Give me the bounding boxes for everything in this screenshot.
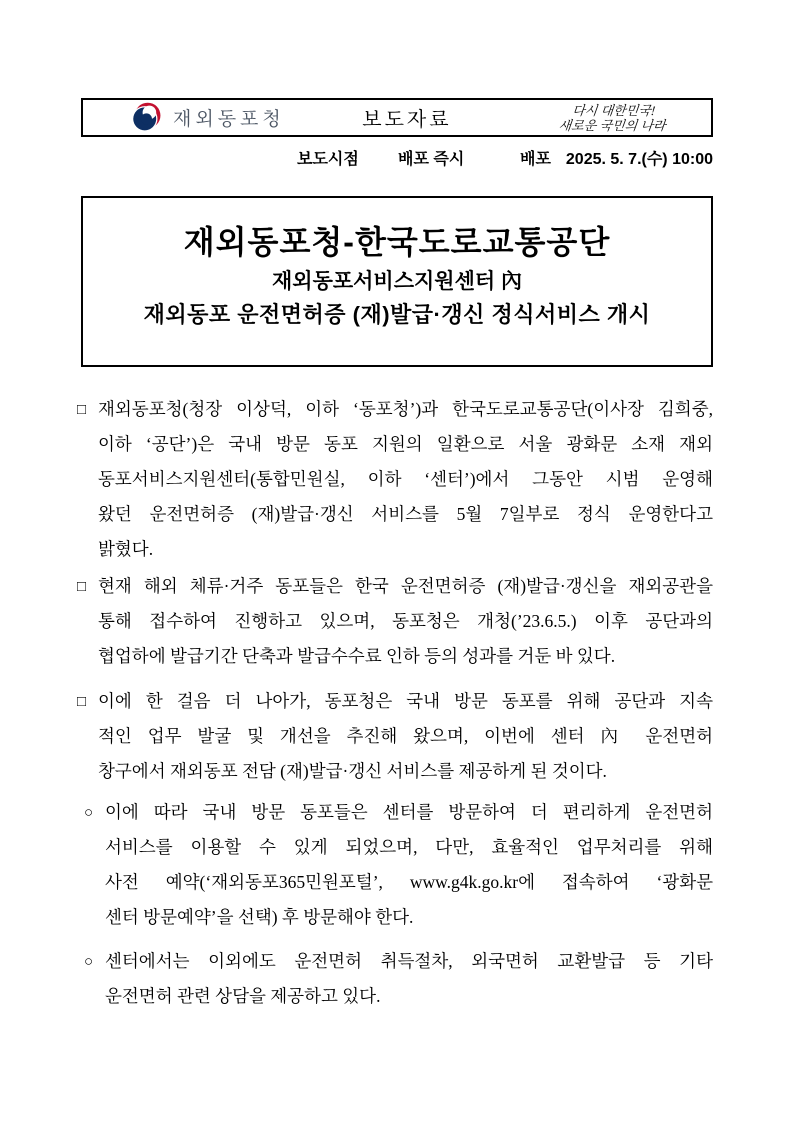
document-type-label: 보도자료 <box>362 109 452 131</box>
korea-government-emblem-icon <box>129 101 163 135</box>
paragraph <box>77 684 713 789</box>
government-slogan <box>527 103 698 133</box>
text-line: 서비스를 이용할 수 있게 되었으며, 다만, 효율적인 업무처리를 위해 <box>105 837 713 857</box>
distribution-datetime: 2025. 5. 7.(수) 10:00 <box>565 151 713 168</box>
square-bullet-icon: □ <box>77 401 87 418</box>
text-line: 창구에서 재외동포 전담 (재)발급·갱신 서비스를 제공하게 된 것이다. <box>98 761 607 781</box>
text-line: 센터에서는 이외에도 운전면허 취득절차, 외국면허 교환발급 등 기타 <box>105 951 713 971</box>
square-bullet-icon: □ <box>77 578 87 595</box>
slogan-line-1: 다시 대한민국! <box>571 102 657 118</box>
paragraph <box>77 795 713 935</box>
text-line: 사전 예약(‘재외동포365민원포털’, www.g4k.go.kr에 접속하여 ‘광화문 <box>105 872 713 892</box>
release-info-line <box>81 149 713 171</box>
header-box <box>81 98 713 137</box>
title-subtitle-1: 재외동포서비스지원센터 內 <box>272 270 522 293</box>
circle-bullet-icon: ○ <box>84 804 94 821</box>
title-subtitle-2: 재외동포 운전면허증 (재)발급·갱신 정식서비스 개시 <box>143 302 651 327</box>
circle-bullet-icon: ○ <box>84 953 94 970</box>
paragraph <box>77 569 713 674</box>
paragraph-text <box>105 795 713 935</box>
agency-name: 재외동포청 <box>173 109 285 130</box>
text-line: 협업하에 발급기간 단축과 발급수수료 인하 등의 성과를 거둔 바 있다. <box>98 646 616 666</box>
square-bullet-icon: □ <box>77 693 87 710</box>
text-line: 동포서비스지원센터(통합민원실, 이하 ‘센터’)에서 그동안 시범 운영해 <box>98 469 713 489</box>
title-box <box>81 196 713 367</box>
text-line: 이에 따라 국내 방문 동포들은 센터를 방문하여 더 편리하게 운전면허 <box>105 802 713 822</box>
text-line: 적인 업무 발굴 및 개선을 추진해 왔으며, 이번에 센터 內 운전면허 <box>98 726 713 746</box>
paragraph-text <box>98 392 713 567</box>
text-line: 통해 접수하여 진행하고 있으며, 동포청은 개청(’23.6.5.) 이후 공단과의 <box>98 611 713 631</box>
text-line: 밝혔다. <box>98 539 154 559</box>
text-line: 이에 한 걸음 더 나아가, 동포청은 국내 방문 동포를 위해 공단과 지속 <box>98 691 713 711</box>
paragraph <box>77 392 713 567</box>
slogan-line-2: 새로운 국민의 나라 <box>557 117 667 133</box>
text-line: 이하 ‘공단’)은 국내 방문 동포 지원의 일환으로 서울 광화문 소재 재외 <box>98 434 713 454</box>
release-timing-label: 보도시점 <box>297 151 359 168</box>
text-line: 운전면허 관련 상담을 제공하고 있다. <box>105 986 381 1006</box>
paragraph <box>77 944 713 1014</box>
text-line: 현재 해외 체류·거주 동포들은 한국 운전면허증 (재)발급·갱신을 재외공관을 <box>98 576 713 596</box>
paragraph-text <box>98 569 713 674</box>
paragraph-text <box>105 944 713 1014</box>
agency-identity <box>129 101 285 135</box>
distribution-label: 배포 <box>520 151 551 168</box>
text-line: 재외동포청(청장 이상덕, 이하 ‘동포청’)과 한국도로교통공단(이사장 김희중, <box>98 399 713 419</box>
title-main: 재외동포청-한국도로교통공단 <box>183 224 611 260</box>
document-body <box>77 392 713 1014</box>
paragraph-text <box>98 684 713 789</box>
release-timing-value: 배포 즉시 <box>398 151 465 168</box>
text-line: 센터 방문예약’을 선택) 후 방문해야 한다. <box>105 907 414 927</box>
text-line: 왔던 운전면허증 (재)발급·갱신 서비스를 5월 7일부로 정식 운영한다고 <box>98 504 713 524</box>
